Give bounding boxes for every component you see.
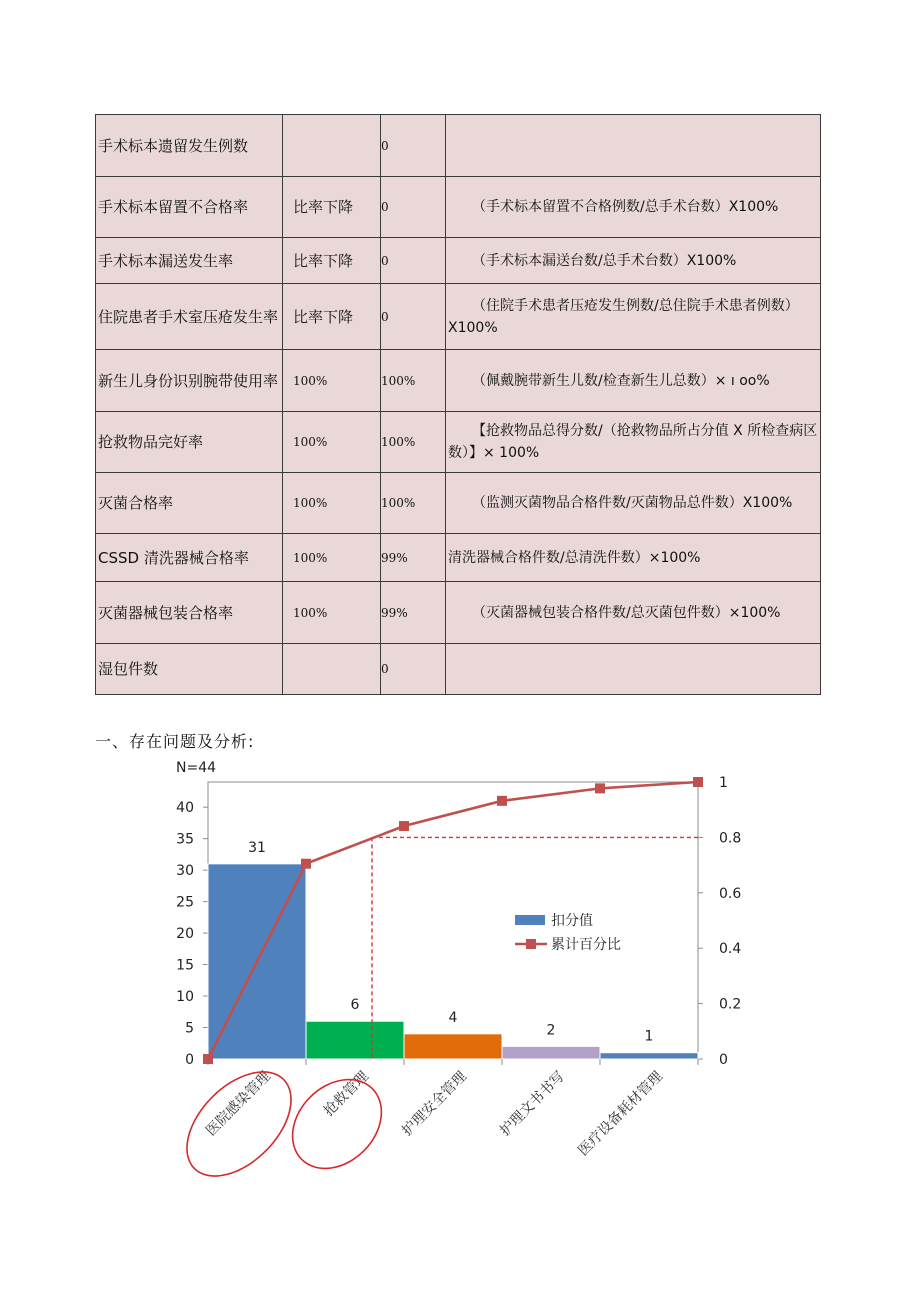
metric-target: 100% [283, 582, 381, 644]
metric-formula: （佩戴腕带新生儿数/检查新生儿总数）× ı oo% [446, 350, 821, 412]
table-row [96, 238, 821, 284]
category-label: 护理文书书写 [497, 1068, 568, 1140]
metric-name: 抢救物品完好率 [96, 412, 283, 473]
left-tick-label: 25 [176, 894, 194, 911]
table-row [96, 284, 821, 350]
metric-target: 100% [283, 350, 381, 412]
metric-name: 灭菌器械包装合格率 [96, 582, 283, 644]
metric-formula [446, 115, 821, 177]
bar-data-label: 2 [546, 1022, 556, 1039]
bar-data-label: 31 [248, 839, 266, 856]
bar [404, 1034, 502, 1059]
metric-name: 灭菌合格率 [96, 473, 283, 534]
metric-formula: （手术标本留置不合格例数/总手术台数）X100% [446, 177, 821, 238]
right-tick-label: 1 [719, 775, 728, 791]
metric-value: 99% [381, 534, 446, 582]
right-tick-label: 0.8 [719, 830, 742, 847]
bar [600, 1053, 698, 1059]
metric-target: 100% [283, 534, 381, 582]
table-row [96, 177, 821, 238]
metric-name: 住院患者手术室压疮发生率 [96, 284, 283, 350]
left-tick-label: 30 [176, 863, 194, 880]
metric-value: 100% [381, 412, 446, 473]
right-tick-label: 0.2 [719, 996, 742, 1013]
metric-value: 0 [381, 284, 446, 350]
table-row [96, 534, 821, 582]
metric-formula: （手术标本漏送台数/总手术台数）X100% [446, 238, 821, 284]
metric-formula: （监测灭菌物品合格件数/灭菌物品总件数）X100% [446, 473, 821, 534]
legend-swatch-bars [515, 915, 545, 925]
left-tick-label: 35 [176, 831, 194, 848]
table-row [96, 412, 821, 473]
metric-target [283, 115, 381, 177]
metric-formula: 清洗器械合格件数/总清洗件数）×100% [446, 534, 821, 582]
metric-name: CSSD 清洗器械合格率 [96, 534, 283, 582]
section-title: 一、存在问题及分析: [95, 732, 255, 751]
category-label: 抢救管理 [320, 1068, 372, 1120]
category-label: 医院感染管理 [203, 1068, 274, 1140]
right-tick-label: 0.6 [719, 885, 742, 902]
metric-name: 手术标本留置不合格率 [96, 177, 283, 238]
metric-name: 手术标本遗留发生例数 [96, 115, 283, 177]
highlight-circle [275, 1062, 399, 1186]
bar [502, 1046, 600, 1059]
metric-value: 0 [381, 115, 446, 177]
cumulative-point [693, 777, 703, 787]
table-row [96, 350, 821, 412]
legend-label-cumulative: 累计百分比 [551, 937, 621, 953]
cumulative-point [595, 783, 605, 793]
quality-metrics-table [95, 114, 821, 695]
metric-value: 100% [381, 473, 446, 534]
left-tick-label: 20 [176, 926, 194, 943]
bar-data-label: 4 [448, 1009, 458, 1026]
legend-marker-cumulative [526, 939, 536, 949]
right-tick-label: 0 [719, 1052, 728, 1068]
metric-target [283, 644, 381, 695]
bar-data-label: 1 [644, 1028, 654, 1045]
left-tick-label: 10 [176, 989, 194, 1006]
left-tick-label: 5 [185, 1020, 194, 1037]
table-row [96, 644, 821, 695]
metric-value: 0 [381, 177, 446, 238]
category-label: 护理安全管理 [399, 1068, 470, 1140]
n-label: N=44 [176, 760, 217, 776]
metric-target: 比率下降 [283, 238, 381, 284]
metric-name: 新生儿身份识别腕带使用率 [96, 350, 283, 412]
right-tick-label: 0.4 [719, 941, 742, 958]
bar-data-label: 6 [350, 997, 360, 1014]
table-row [96, 582, 821, 644]
metric-value: 0 [381, 238, 446, 284]
metric-formula [446, 644, 821, 695]
metric-formula: （住院手术患者压疮发生例数/总住院手术患者例数）X100% [446, 284, 821, 350]
legend-label-bars: 扣分值 [551, 913, 593, 929]
metric-name: 手术标本漏送发生率 [96, 238, 283, 284]
metric-formula: 【抢救物品总得分数/（抢救物品所占分值 X 所检查病区数）】× 100% [446, 412, 821, 473]
metric-name: 湿包件数 [96, 644, 283, 695]
metric-value: 99% [381, 582, 446, 644]
cumulative-point [497, 796, 507, 806]
left-tick-label: 15 [176, 957, 194, 974]
metric-target: 100% [283, 412, 381, 473]
cumulative-point [399, 821, 409, 831]
table-row [96, 115, 821, 177]
cumulative-point [203, 1054, 213, 1064]
metric-formula: （灭菌器械包装合格件数/总灭菌包件数）×100% [446, 582, 821, 644]
table-row [96, 473, 821, 534]
metric-target: 比率下降 [283, 177, 381, 238]
pareto-chart [150, 752, 790, 1192]
bar [306, 1021, 404, 1059]
cumulative-point [301, 859, 311, 869]
metric-value: 100% [381, 350, 446, 412]
category-label: 医疗设备耗材管理 [575, 1068, 666, 1160]
metric-value: 0 [381, 644, 446, 695]
metric-target: 100% [283, 473, 381, 534]
metric-target: 比率下降 [283, 284, 381, 350]
highlight-circle [168, 1053, 311, 1192]
left-tick-label: 40 [176, 800, 194, 817]
left-tick-label: 0 [185, 1052, 194, 1068]
